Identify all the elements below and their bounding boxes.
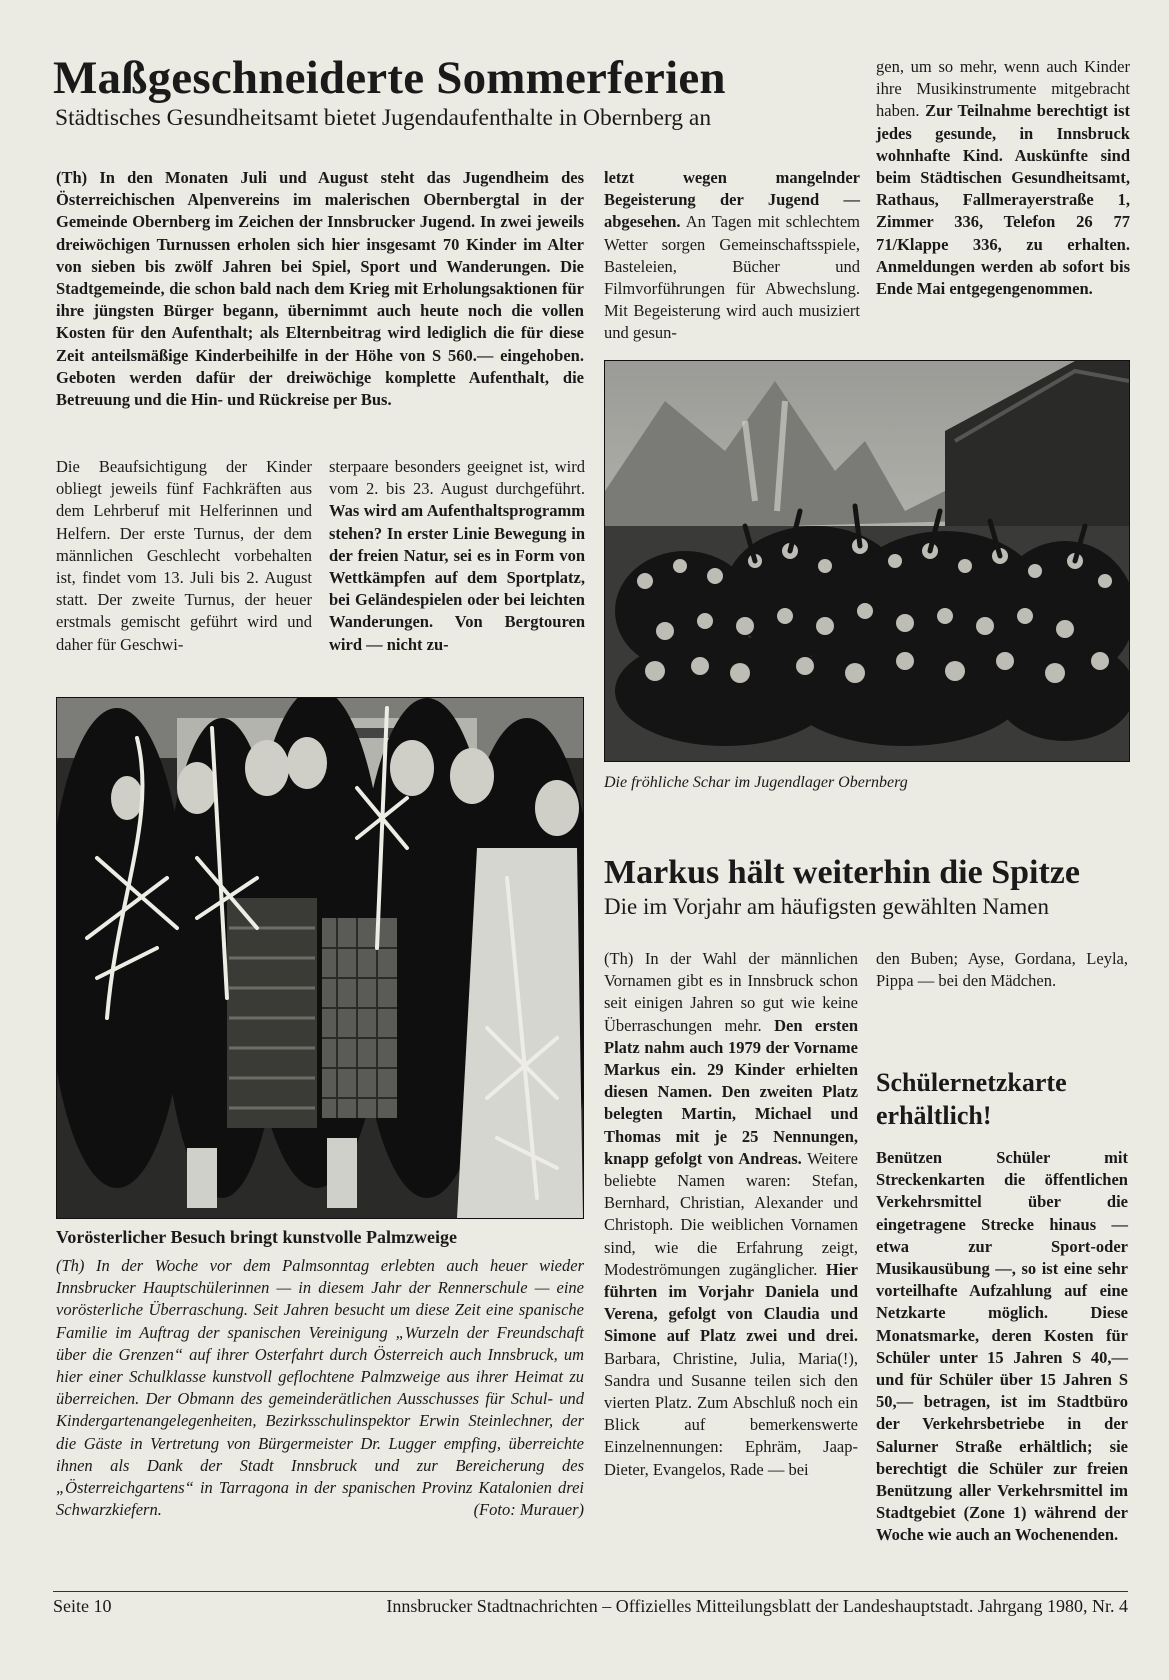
article1-col-d-text2: Zur Teilnahme berechtigt ist jedes gesunde, in Innsbruck wohnhafte Kind. Auskünfte sind beim Städtischen Gesundheitsamt, Rathaus, Fallmerayerstraße 1, Zimmer 336, Telefon 26 77 71/Klappe 336, zu erhalten. Anmeldungen werden ab sofort bis Ende Mai entgegengenommen. [876, 101, 1130, 299]
article3-col-b-text: den Buben; Ayse, Gordana, Leyla, Pippa — bei den Mädchen. [876, 949, 1128, 991]
article3-col-a-text6: Barbara, Christine, Julia, Maria(!), Sandra und Susanne teilen sich den vierten Platz. Zum Abschluß noch ein Blick auf bemerkenswerte Einzelnennungen: Ephräm, Jaap-Dieter, Evangelos, Rade — bei [604, 1348, 858, 1479]
article1-title: Maßgeschneiderte Sommerferien [53, 52, 726, 104]
article1-col-d-text1: gen, um so mehr, wenn auch Kinder ihre Musikinstrumente mitgebracht haben. [876, 57, 1130, 121]
article4-title: Schülernetzkarte erhältlich! [876, 1068, 1067, 1130]
photo-credit: (Foto: Murauer) [473, 1500, 584, 1520]
article3-column-b [876, 948, 1128, 992]
article1-col-c-text2: An Tagen mit schlechtem Wetter sorgen Gemeinschaftsspiele, Basteleien, Bücher und Filmvorführungen für Abwechslung. Mit Begeisterung wird auch musiziert und gesun- [604, 212, 860, 343]
article2-body [56, 1255, 584, 1521]
article3-col-a-text4: Die weiblichen Vornamen sind, wie die Erfahrung zeigt, Modeströmungen zugänglicher. [604, 1215, 859, 1279]
article1-column-a [56, 456, 312, 656]
camp-group-photo [604, 360, 1130, 762]
article1-col-c-text1: letzt wegen mangelnder Begeisterung der Jugend — abgesehen. [604, 168, 860, 232]
article4-body: Benützen Schüler mit Streckenkarten die öffentlichen Verkehrsmittel über die eingetragene Strecke hinaus — etwa zur Sport-oder Musikausübung —, so ist eine sehr vorteilhafte Aufzahlung auf eine Netzkarte möglich. Diese Monatsmarke, deren Kosten für Schüler unter 15 Jahren S 40,— und für Schüler über 15 Jahren S 50,— betragen, ist im Stadtbüro der Verkehrsbetriebe in der Salurner Straße erhältlich; sie berechtigt die Schüler zur freien Benützung aller Verkehrsmittel im Stadtgebiet (Zone 1) während der Woche wie auch an Wochenenden. [876, 1148, 1128, 1545]
page-footer [53, 1591, 1128, 1617]
article1-lead: (Th) In den Monaten Juli und August steht das Jugendheim des Österreichischen Alpenvereins im malerischen Obernbergtal in der Gemeinde Obernberg im Zeichen der Innsbrucker Jugend. In zwei jeweils dreiwöchigen Turnussen erholen sich hier insgesamt 70 Kinder im Alter von sieben bis zwölf Jahren bei Spiel, Sport und Wanderungen. Die Stadtgemeinde, die schon bald nach dem Krieg mit Erholungsaktionen für ihre jüngsten Bürger begann, übernimmt auch heute noch die vollen Kosten für den Aufenthalt; als Elternbeitrag wird lediglich die für diese Zeit anteilsmäßige Kinderbeihilfe in der Höhe von S 560.— eingehoben. Geboten werden dafür der dreiwöchige komplette Aufenthalt, die Betreuung und die Hin- und Rückreise per Bus. [56, 168, 584, 410]
publication-info: Innsbrucker Stadtnachrichten – Offizielles Mitteilungsblatt der Landeshauptstadt. Jahrgang 1980, Nr. 4 [386, 1596, 1128, 1616]
article1-subtitle: Städtisches Gesundheitsamt bietet Jugendaufenthalte in Obernberg an [55, 105, 712, 131]
article3-column-a [604, 948, 858, 1481]
page-number: Seite 10 [53, 1596, 112, 1616]
article3-col-a-text1: (Th) In der Wahl der männlichen Vornamen gibt es in Innsbruck schon seit einigen Jahren so gut wie keine Überraschungen mehr. [604, 949, 858, 1035]
palm-photo-caption-title: Vorösterlicher Besuch bringt kunstvolle Palmzweige [56, 1227, 457, 1247]
article1-col-a-text: Die Beaufsichtigung der Kinder obliegt jeweils fünf Fachkräften aus dem Lehrberuf mit Helferinnen und Helfern. Der erste Turnus, der dem männlichen Geschlecht vorbehalten ist, findet vom 13. Juli bis 2. August statt. Der zweite Turnus, der heuer erstmals gemischt geführt wird und daher für Geschwi- [56, 457, 312, 654]
article1-col-b-text1: sterpaare besonders geeignet ist, wird vom 2. bis 23. August durchgeführt. [329, 457, 585, 499]
article3-subtitle: Die im Vorjahr am häufigsten gewählten Namen [604, 894, 1049, 919]
camp-photo-caption: Die fröhliche Schar im Jugendlager Obernberg [604, 774, 908, 791]
article1-column-d [876, 56, 1130, 300]
article3-title: Markus hält weiterhin die Spitze [604, 854, 1080, 891]
article3-col-a-text3: Weitere beliebte Namen waren: Stefan, Bernhard, Christian, Alexander und Christoph. [604, 1148, 858, 1235]
camp-group-photo-drawing [605, 361, 1129, 761]
palm-branches-photo-drawing [57, 698, 583, 1218]
palm-branches-photo [56, 697, 584, 1219]
article1-column-b [329, 456, 585, 656]
article3-col-a-text5: Hier führten im Vorjahr Daniela und Verena, gefolgt von Claudia und Simone auf Platz zwei und drei. [604, 1259, 858, 1346]
article3-col-a-text2: Den ersten Platz nahm auch 1979 der Vorname Markus ein. 29 Kinder erhielten diesen Namen. Den zweiten Platz belegten Martin, Michael und Thomas mit je 25 Nennungen, knapp gefolgt von Andreas. [604, 1015, 858, 1168]
article2-body-text: (Th) In der Woche vor dem Palmsonntag erlebten auch heuer wieder Innsbrucker Hauptschülerinnen — in diesem Jahr der Rennerschule — eine vorösterliche Überraschung. Seit Jahren besucht um diese Zeit eine spanische Familie im Auftrag der spanischen Vereinigung „Wurzeln der Freundschaft über die Grenzen“ auf ihrer Osterfahrt durch Österreich auch Innsbruck, um hier einer Schulklasse kunstvoll geflochtene Palmzweige aus ihrer Heimat zu überreichen. Der Obmann des gemeinderätlichen Ausschusses für Schul- und Kindergartenangelegenheiten, Bezirksschulinspektor Erwin Steinlechner, der die Gäste in Vertretung von Bürgermeister Dr. Lugger empfing, überreichte ihnen als Dank der Stadt Innsbruck und zur Bereicherung des „Österreichgartens“ in Tarragona in der spanischen Provinz Katalonien drei Schwarzkiefern. [56, 1256, 584, 1520]
article1-column-c [604, 167, 860, 345]
article1-col-b-text2: Was wird am Aufenthaltsprogramm stehen? In erster Linie Bewegung in der freien Natur, sei es in Form von Wettkämpfen auf dem Sportplatz, bei Geländespielen oder bei leichten Wanderungen. Von Bergtouren wird — nicht zu- [329, 501, 585, 654]
